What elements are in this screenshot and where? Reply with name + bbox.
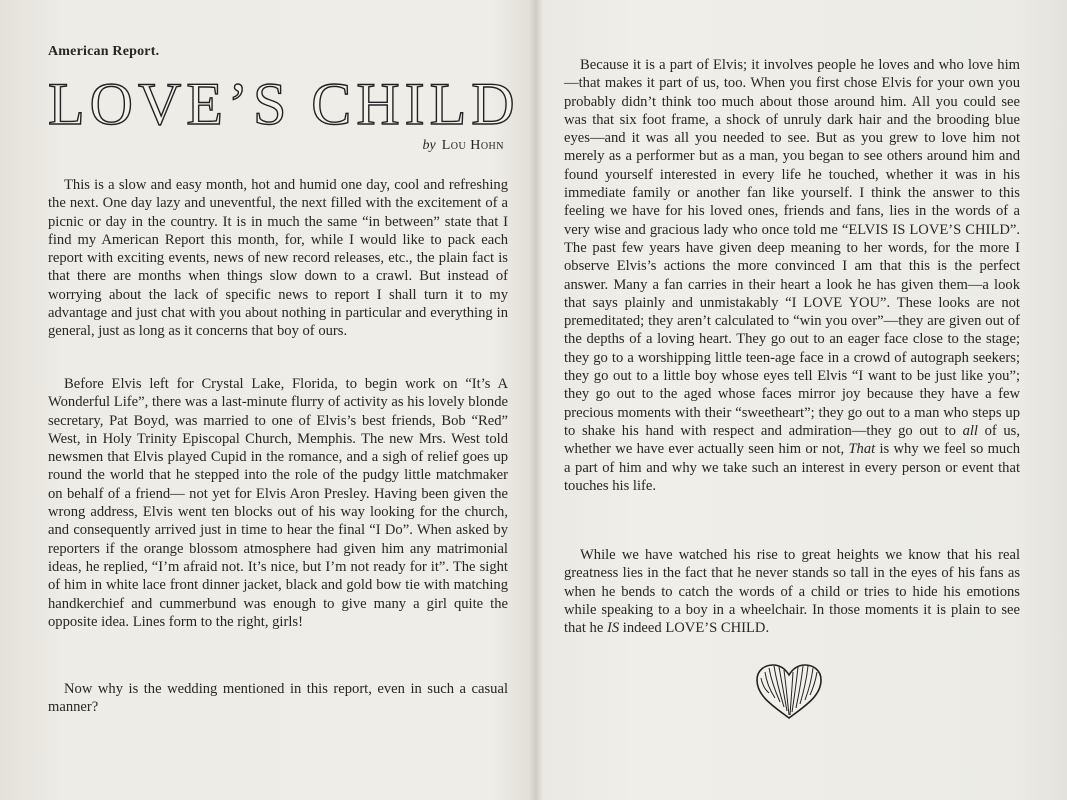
- paragraph-wedding: Before Elvis left for Crystal Lake, Florida, to begin work on “It’s A Wonderful Life”, there was a last-minute flurry of activity as his lovely blonde secretary, Pat Boyd, was married to one of Elvis’s best friends, Bob “Red” West, in Holy Trinity Episcopal Church, Memphis. The new Mrs. West told newsmen that Elvis played Cupid in the romance, and a sigh of relief goes up round the world that he stepped into the role of the pudgy little matchmaker on behalf of a friend— not yet for Elvis Aron Presley. Having been given the wrong address, Elvis went ten blocks out of his way looking for the church, and consequently arrived just in time to hear the final “I Do”. When asked by reporters if the orange blossom atmosphere had given him any matrimonial ideas, he replied, “I’m afraid not. It’s nice, but I’m not ready for it”. The sight of him in white lace front dinner jacket, black and gold bow tie with matching handkerchief and cummerbund was enough to give many a girl quite the opposite idea. Lines form to the right, girls!: [48, 376, 508, 630]
- emphasis-that: That: [848, 441, 876, 458]
- byline-author: Lou Hohn: [441, 138, 504, 153]
- heart-ornament-icon: [753, 662, 825, 720]
- paragraph-because-text-c: is why we feel so much a part of him and why we take such an interest in every person or event that touches his life.: [564, 441, 1021, 494]
- emphasis-all: all: [962, 422, 978, 439]
- byline: [423, 138, 505, 154]
- paragraph-intro: This is a slow and easy month, hot and humid one day, cool and refreshing the next. One day lazy and uneventful, the next filled with the excitement of a picnic or day in the country. It is in much the same “in between” state that I find my American Report this month, for, while I would like to pack each report with exciting events, news of new record releases, etc., the plain fact is that there are months when things slow down to a crawl. But instead of worrying about the lack of specific news to report I shall turn it to my advantage and just chat with you about nothing in particular and everything in general, just as long as it concerns that boy of ours.: [48, 177, 508, 340]
- paragraph-closing-text-b: indeed LOVE’S CHILD.: [619, 620, 770, 637]
- section-label: American Report.: [48, 44, 160, 59]
- paragraph-because-text-b: of us, whether we have ever actually seen him or not,: [564, 422, 1020, 458]
- paragraph-because: [564, 56, 1020, 495]
- emphasis-is: IS: [606, 620, 620, 637]
- paragraph-closing: [564, 546, 1020, 637]
- paragraph-closing-text-a: While we have watched his rise to great heights we know that his real greatness lies in the fact that he never stands so tall in the eyes of his fans as when he bends to catch the words of a child or tries to hide his emotions while speaking to a boy in a wheelchair. In those moments it is plain to see that he: [564, 547, 1020, 637]
- byline-by: by: [422, 138, 436, 153]
- article-title: LOVE’S CHILD: [48, 71, 520, 137]
- paragraph-because-text-a: Because it is a part of Elvis; it involves people he loves and who love him—that makes it part of us, too. When you first chose Elvis for your own you probably didn’t think too much about those around him. All you could see was that six foot frame, a shock of unruly dark hair and the brooding blue eyes—and it was all you needed to see. But as you grew to love him not merely as a performer but as a man, you began to see others around him and found yourself interested in every life he touched, whether it was in his immediate family or another fan like yourself. I think the answer to this feeling we have for his loved ones, friends and fans, lies in the words of a very wise and gracious lady who once told me “ELVIS IS LOVE’S CHILD”. The past few years have given deep meaning to her words, for the more I observe Elvis’s actions the more convinced I am that this is the perfect answer. Many a fan carries in their heart a look he has given them—a look that says plainly and unmistakably “I LOVE YOU”. These looks are not premeditated; they aren’t calculated to “win you over”—they are given out of the depths of a loving heart. They go out to an eager face close to the stage; they go to a worshipping little teen-age face in a crowd of autograph seekers; they go out to a little boy whose eyes tell Elvis “I want to be just like you”; they go out to the aged whose faces mirror joy because they have a few precious moments with their “sweetheart”; they go out to a man who steps up to shake his hand with respect and admiration—they go out to: [564, 57, 1020, 439]
- left-page: [0, 0, 530, 800]
- paragraph-question: Now why is the wedding mentioned in this report, even in such a casual manner?: [48, 681, 508, 716]
- right-page: [540, 0, 1067, 800]
